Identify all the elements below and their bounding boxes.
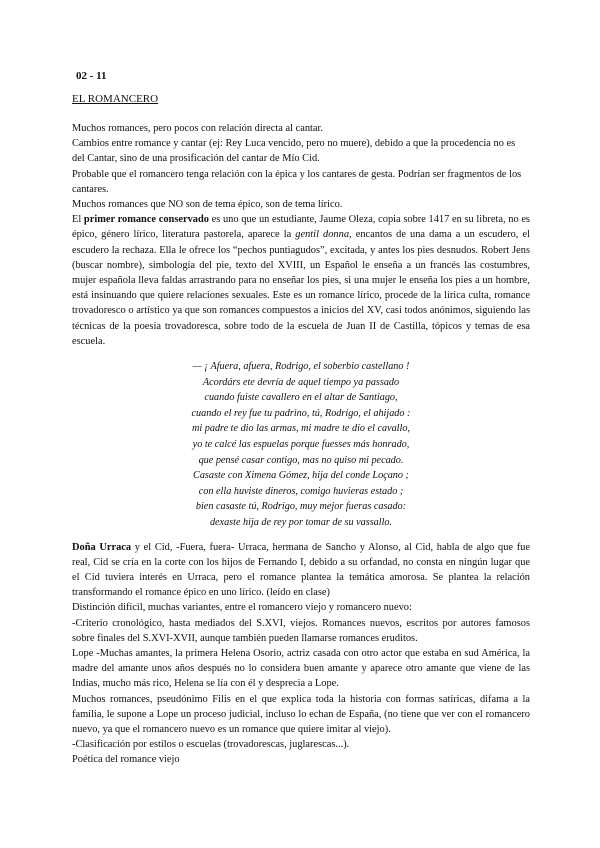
poem-line: que pensé casar contigo, mas no quiso mi pecado. — [198, 454, 404, 466]
poem-line: bien casaste tú, Rodrigo, muy mejor fueras casado: — [195, 501, 407, 513]
poem-line: mi padre te dio las armas, mi madre te dio el cavallo, — [192, 423, 410, 435]
section-heading: EL ROMANCERO — [72, 93, 159, 105]
poem-block — [72, 359, 530, 531]
paragraph-tema-lirico: Muchos romances que NO son de tema épico, son de tema lírico. — [72, 199, 343, 211]
paragraph-primer-romance — [72, 212, 530, 349]
oleza-bold-term: primer romance conservado — [83, 214, 209, 226]
oleza-text-2: , encantos de una dama a un escudero, el escudero la rechaza. Ella le ofrece los “pechos puntiagudos”, excitada, y antes los pies desnudos. Robert Jens (buscar nombre), simbología del pie, texto del XVIII, un Español le enseña a un francés las costumbres, mujer española lleva faldas arrastrando para no enseñar los pies, si una mujer le enseña los pies a un hombre, está insinuando que quiere relaciones sexuales. Este es un romance lírico, procede de la lírica culta, romance trovadoresco o artístico ya que son romances compuestos a inicios del XV, casi todos anónimos, siguiendo las técnicas de la poesía trovadoresca, sobre todo de la escuela de Juan II de Castilla, tópicos y temas de esa escuela. — [72, 229, 530, 347]
oleza-italic-term: gentil donna — [295, 229, 350, 241]
paragraph-cambios: Cambios entre romance y cantar (ej: Rey Luca vencido, pero no muere), debido a que la procedencia no es del Cantar, sino de una prosificación del cantar de Mío Cid. — [72, 138, 516, 165]
poem-line: cuando fuiste cavallero en el altar de Santiago, — [204, 392, 398, 404]
paragraph-probable: Probable que el romancero tenga relación con la épica y los cantares de gesta. Podrían ser fragmentos de los cantares. — [72, 168, 522, 195]
page-number: 02 - 11 — [76, 70, 107, 82]
poem-line: yo te calcé las espuelas porque fuesses más honrado, — [192, 439, 410, 451]
paragraph-intro: Muchos romances, pero pocos con relación directa al cantar. — [72, 123, 324, 134]
paragraph-distincion: Distinción difícil, muchas variantes, entre el romancero viejo y romancero nuevo: — [72, 602, 412, 614]
urraca-text: y el Cid, -Fuera, fuera- Urraca, hermana de Sancho y Alonso, al Cid, habla de algo que fue real, Cid se cría en la corte con los hijos de Fernando I, debido a su orfandad, no consta en ningún lugar que el Cid tuviera interés en Urraca, pero el romance plantea la temática amorosa. Se plantea la relación transformando el romance épico en uno lírico. (leído en clase) — [72, 541, 530, 599]
paragraph-criterio: -Criterio cronológico, hasta mediados del S.XVI, viejos. Romances nuevos, escritos por autores famosos sobre finales del S.XVI-XVII, aunque también pueden llamarse romances eruditos. — [72, 617, 530, 644]
paragraph-clasificacion: -Clasificación por estilos o escuelas (trovadorescas, juglarescas...). — [72, 739, 350, 751]
paragraph-poetica: Poética del romance viejo — [72, 754, 180, 766]
poem-line: — ¡ Afuera, afuera, Rodrigo, el soberbio castellano ! — [192, 361, 410, 373]
poem-line: Acordárs ete devría de aquel tiempo ya passado — [202, 376, 400, 388]
poem-line: dexaste hija de rey por tomar de su vassallo. — [209, 516, 393, 528]
poem-line: cuando el rey fue tu padrino, tú, Rodrigo, el ahijado : — [191, 407, 411, 419]
oleza-text-1: es uno que un estudiante, Jaume Oleza, copia sobre 1417 en su libreta, no es épico, género lírico, literatura pastorela, aparece la — [72, 214, 530, 241]
paragraph-lope: Lope -Muchas amantes, la primera Helena Osorio, actriz casada con otro actor que estaba en sud América, la madre del amante unos años después no lo considera buen amante y aparece otro amante que viene de las Indias, mucho más rico, Helena se lía con él y desprecia a Lope. — [72, 648, 530, 690]
poem-line: Casaste con Ximena Gómez, hija del conde Loçano ; — [193, 470, 409, 482]
poem-line: con ella huviste dineros, comigo huvieras estado ; — [198, 485, 404, 497]
paragraph-urraca — [72, 540, 530, 601]
urraca-bold-term: Doña Urraca — [72, 541, 132, 553]
paragraph-filis: Muchos romances, pseudónimo Filis en el que explica toda la historia con formas satíricas, difama a la familia, le supone a Lope un proceso judicial, incluso lo echan de España, (no tiene que ver con el romancero nuevo, ya que el romancero nuevo es un romance que quiere imitar al viejo). — [72, 693, 530, 736]
document-page — [72, 70, 530, 768]
oleza-lead: El — [72, 214, 84, 226]
